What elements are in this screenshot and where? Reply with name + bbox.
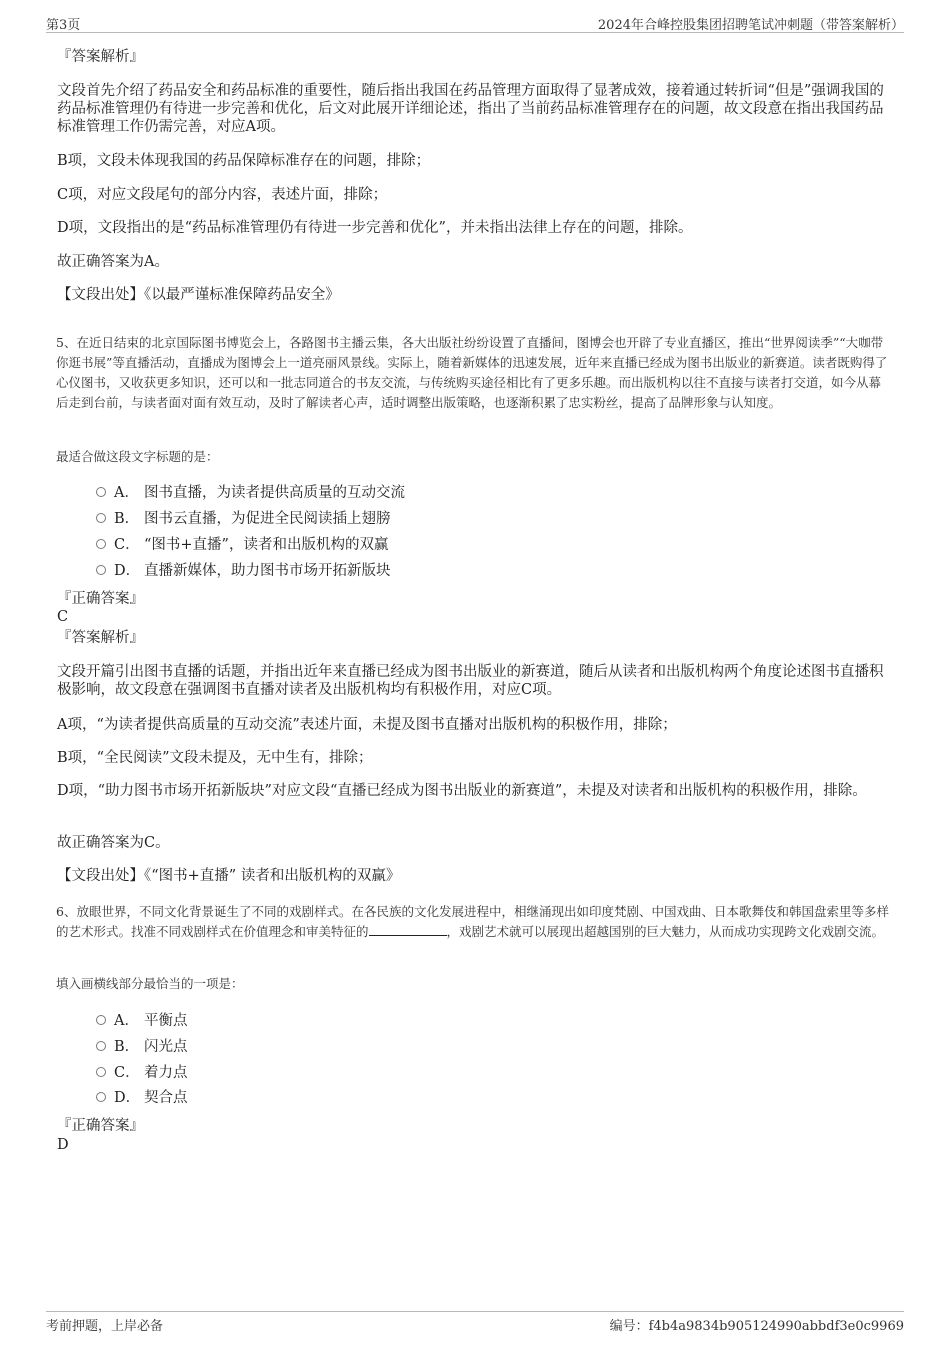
q5-analysis-text: 文段开篇引出图书直播的话题，并指出近年来直播已经成为图书出版业的新赛道，随后从读者和出版机构两个角度论述图书直播积极影响，故文段意在强调图书直播对读者及出版机构均有积极作用，对应C项。 — [57, 664, 884, 698]
q5-answer-heading: 『正确答案』 — [57, 591, 144, 607]
q5-prompt: 最适合做这段文字标题的是： — [56, 449, 219, 464]
q4-option-c-note: C项，对应文段尾句的部分内容，表述片面，排除； — [57, 187, 388, 203]
q6-stem: 6、放眼世界，不同文化背景诞生了不同的戏剧样式。在各民族的文化发展进程中，相继涌现出如印度梵剧、中国戏曲、日本歌舞伎和韩国盘索里等多样的艺术形式。找准不同戏剧样式在价值理念和审美特征的 ，戏剧艺术就可以展现出超越国别的巨大魅力，从而成功实现跨文化戏剧交流。 — [56, 904, 889, 939]
q4-conclusion: 故正确答案为A。 — [57, 254, 169, 270]
radio-icon[interactable] — [96, 1067, 106, 1077]
q4-option-b-note: B项，文段未体现我国的药品保障标准存在的问题，排除； — [57, 153, 431, 169]
q4-analysis-heading: 『答案解析』 — [57, 49, 144, 65]
q5-option-b-note: B项，“全民阅读”文段未提及，无中生有，排除； — [57, 750, 373, 766]
q5-conclusion: 故正确答案为C。 — [57, 835, 170, 851]
q4-analysis-text: 文段首先介绍了药品安全和药品标准的重要性，随后指出我国在药品管理方面取得了显著成效，接着通过转折词“但是”强调我国的药品标准管理仍有待进一步完善和优化，后文对此展开详细论述，指出了当前药品标准管理存在的问题，故文段意在指出我国药品标准管理工作仍需完善，对应A项。 — [57, 83, 884, 135]
radio-icon[interactable] — [96, 1092, 106, 1102]
fill-in-blank — [369, 923, 447, 936]
q5-option-b[interactable]: B． 图书云直播，为促进全民阅读插上翅膀 — [96, 510, 391, 528]
radio-icon[interactable] — [96, 513, 106, 523]
q6-prompt: 填入画横线部分最恰当的一项是： — [56, 976, 244, 991]
q5-stem: 5、在近日结束的北京国际图书博览会上，各路图书主播云集，各大出版社纷纷设置了直播间，图博会也开辟了专业直播区，推出“世界阅读季”“大咖带你逛书展”等直播活动，直播成为图博会上一道亮丽风景线。实际上，随着新媒体的迅速发展，近年来直播已经成为图书出版业的新赛道。读者既购得了心仪图书，又收获更多知识，还可以和一批志同道合的书友交流，与传统购买途径相比有了更多乐趣。而出版机构以往不直接与读者打交道，如今从幕后走到台前，与读者面对面有效互动，及时了解读者心声，适时调整出版策略，也逐渐积累了忠实粉丝，提高了品牌形象与认知度。 — [56, 335, 888, 410]
q6-option-d[interactable]: D． 契合点 — [96, 1089, 188, 1107]
q5-option-d[interactable]: D． 直播新媒体，助力图书市场开拓新版块 — [96, 562, 391, 580]
document-id: 编号：f4b4a9834b905124990abbdf3e0c9969 — [609, 1319, 904, 1334]
q6-answer: D — [57, 1137, 69, 1153]
q4-source: 【文段出处】《以最严谨标准保障药品安全》 — [57, 287, 340, 303]
document-title: 2024年合峰控股集团招聘笔试冲刺题（带答案解析） — [597, 18, 904, 33]
radio-icon[interactable] — [96, 1041, 106, 1051]
q5-option-a[interactable]: A． 图书直播，为读者提供高质量的互动交流 — [96, 484, 405, 502]
q5-option-c[interactable]: C． “图书+直播”，读者和出版机构的双赢 — [96, 536, 388, 554]
radio-icon[interactable] — [96, 565, 106, 575]
q5-analysis-heading: 『答案解析』 — [57, 630, 144, 646]
footer-slogan: 考前押题，上岸必备 — [46, 1319, 164, 1334]
q6-option-a[interactable]: A． 平衡点 — [96, 1012, 188, 1030]
radio-icon[interactable] — [96, 487, 106, 497]
radio-icon[interactable] — [96, 1015, 106, 1025]
q5-source: 【文段出处】《“图书+直播” 读者和出版机构的双赢》 — [57, 868, 401, 884]
page-footer — [46, 1311, 904, 1334]
q5-option-d-note: D项，“助力图书市场开拓新版块”对应文段“直播已经成为图书出版业的新赛道”，未提及对读者和出版机构的积极作用，排除。 — [57, 783, 867, 799]
q4-option-d-note: D项，文段指出的是“药品标准管理仍有待进一步完善和优化”，并未指出法律上存在的问题，排除。 — [57, 220, 693, 236]
page-number: 第3页 — [46, 18, 81, 33]
q5-option-a-note: A项，“为读者提供高质量的互动交流”表述片面，未提及图书直播对出版机构的积极作用，排除； — [57, 717, 677, 733]
q6-answer-heading: 『正确答案』 — [57, 1118, 144, 1134]
q5-answer: C — [57, 609, 69, 625]
q6-option-c[interactable]: C． 着力点 — [96, 1064, 188, 1082]
page-header — [46, 12, 904, 33]
radio-icon[interactable] — [96, 539, 106, 549]
q6-option-b[interactable]: B． 闪光点 — [96, 1038, 188, 1056]
